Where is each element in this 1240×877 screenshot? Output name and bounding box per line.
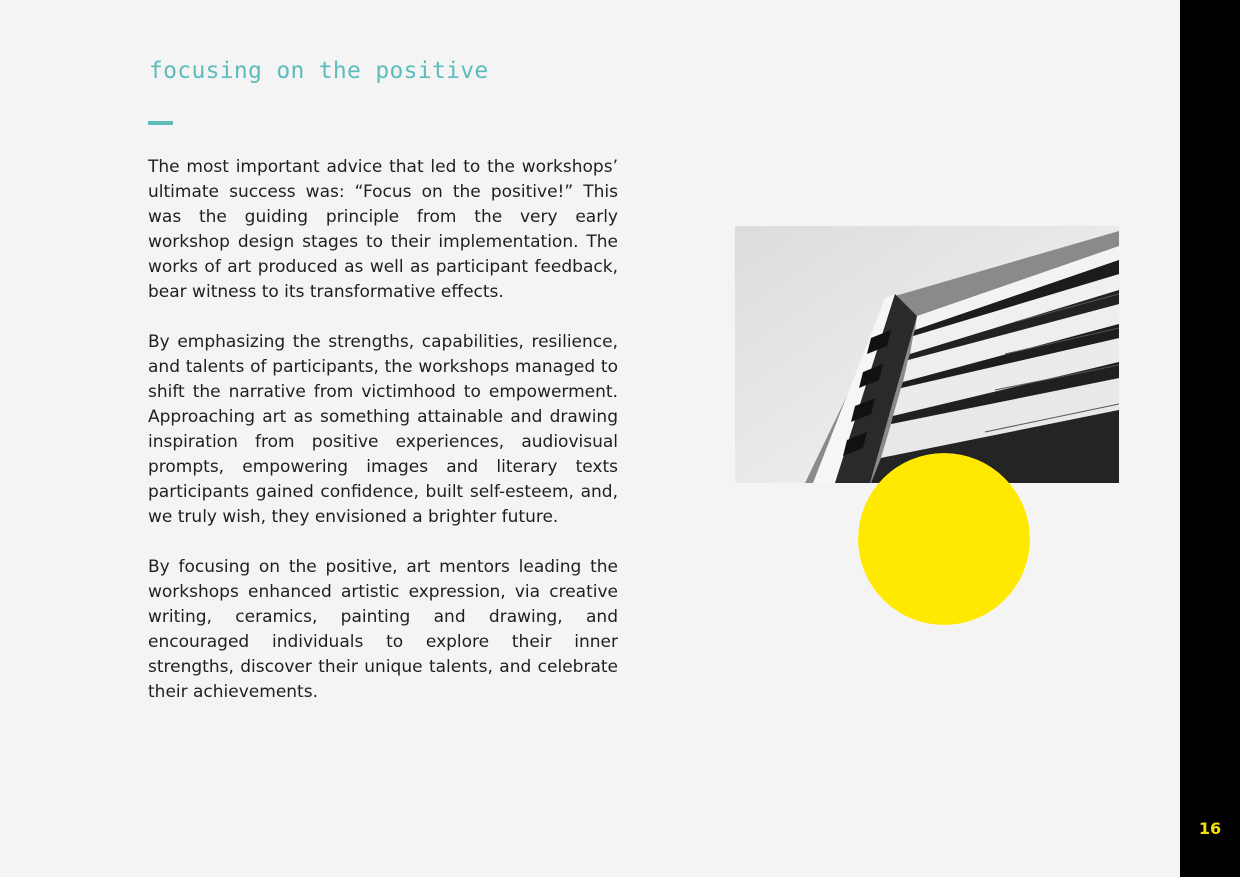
paragraph-2: By emphasizing the strengths, capabilities, resilience, and talents of participants, the workshops managed to shift the narrative from victimhood to empowerment. Approaching art as something attainable and drawing inspiration from positive experiences, audiovisual prompts, empowering images and literary texts participants gained confidence, built self-esteem, and, we truly wish, they envisioned a brighter future. <box>148 332 618 527</box>
page-sidebar <box>1180 0 1240 877</box>
page-number: 16 <box>1198 819 1222 838</box>
building-photo-illustration <box>735 226 1119 483</box>
article-body <box>148 155 618 705</box>
paragraph-1: The most important advice that led to the workshops’ ultimate success was: “Focus on the positive!” This was the guiding principle from the very early workshop design stages to their implementation. The works of art produced as well as participant feedback, bear witness to its transformative effects. <box>148 157 618 302</box>
building-photo <box>735 226 1119 483</box>
paragraph-3: By focusing on the positive, art mentors leading the workshops enhanced artistic expression, via creative writing, ceramics, painting and drawing, and encouraged individuals to explore their inner strengths, discover their unique talents, and celebrate their achievements. <box>148 557 618 702</box>
section-title: focusing on the positive <box>149 58 489 84</box>
title-underline-accent <box>148 121 173 125</box>
yellow-circle-accent <box>858 453 1030 625</box>
